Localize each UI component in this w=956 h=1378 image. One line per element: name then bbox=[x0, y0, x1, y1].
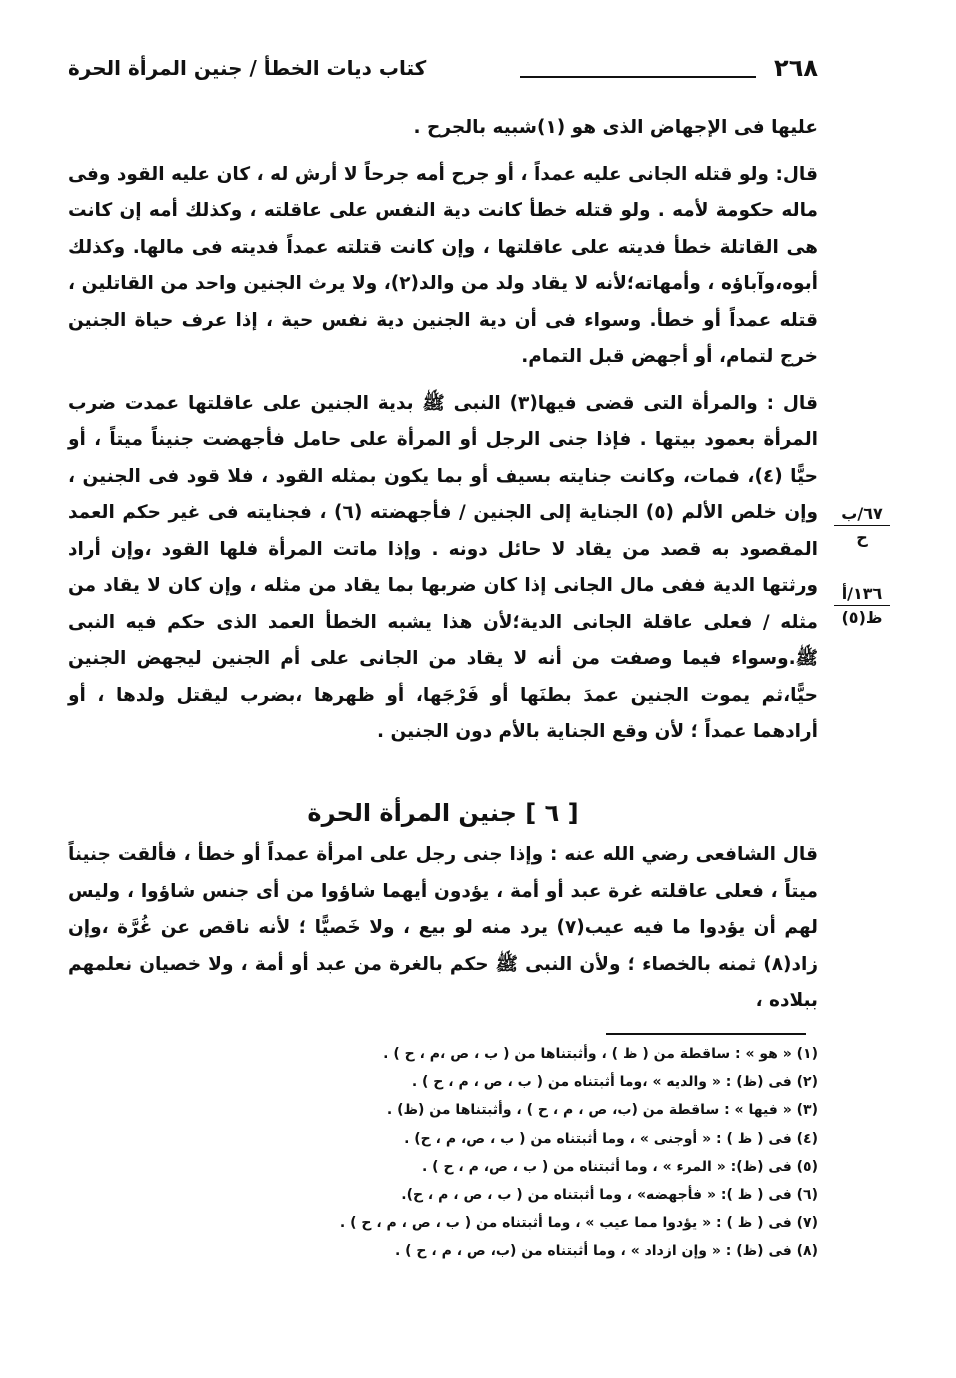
paragraph-text: : وإذا جنى رجل على امرأة عمداً أو خطأ ، فألقت جنيناً ميتاً ، فعلى عاقلته غرة عبد أو أمة ، يؤدون أيهما شاؤوا من أى جنس شاؤوا ، وليس لهم أن يؤدوا ما فيه عيب(٧) يرد منه لو بيع ، ولا خَصيًّا ؛ لأنه ناقص عن غُرَّة ،وإن زاد(٨) ثمنه بالخصاء ؛ ولأن النبى ﷺ حكم بالغرة من عبد أو أمة ، ولا خصيان نعلمهم ببلاده ، bbox=[68, 844, 818, 1011]
footnote-3: (٣) « فيها » : ساقطة من (ب، ص ، م ، ح ) ، وأثبتناها من (ظ) . bbox=[386, 1102, 818, 1119]
header-rule bbox=[520, 76, 756, 78]
paragraph-lead: قال : bbox=[766, 392, 818, 414]
footnote-7: (٧) فى ( ظ ) : « يؤدوا مما عيب » ، وما أثبتناه من ( ب ، ص ، م ، ح ) . bbox=[339, 1215, 818, 1232]
section-paragraph bbox=[68, 837, 818, 1020]
main-text bbox=[68, 110, 818, 1030]
paragraph-text: عليها فى الإجهاض الذى هو (١)شبيه بالجرح . bbox=[413, 117, 818, 138]
margin-manuscript: ح bbox=[856, 528, 868, 547]
margin-folio: ٦٧/ب bbox=[834, 504, 890, 526]
paragraph-text: ولو قتله الجانى عليه عمداً ، أو جرح أمه جرحاً لا أرش له ، كان عليه القود وفى ماله حكومة لأمه . ولو قتله خطأ كانت دية النفس على عاقلته ، وكذلك أمه إن كانت هى القاتلة خطأ فديته على عاقلتها ، وإن كانت قتلته عمداً فديته فى مالها. وكذلك أبوه،وآباؤه ، وأمهاته؛لأنه لا يقاد ولد من والد(٢)، ولا يرث الجنين واحد من القاتلين ، قتله عمداً أو خطأ. وسواء فى أن دية الجنين دية نفس حية ، إذا عرف حياة الجنين خرج لتمام، أو أجهض قبل التمام. bbox=[68, 163, 818, 367]
footnote-2: (٢) فى (ظ) : « والديه » ،وما أثبتناه من ( ب ، ص ، م ، ح ) . bbox=[411, 1074, 818, 1091]
footnote-8: (٨) فى (ظ) : « وإن ازداد » ، وما أثبتناه من (ب، ص ، م ، ح ) . bbox=[394, 1243, 818, 1260]
margin-folio: ١٣٦/أ bbox=[834, 584, 890, 606]
running-header bbox=[68, 52, 818, 88]
section-heading: [ ٦ ] جنين المرأة الحرة bbox=[307, 798, 579, 827]
footnote-5: (٥) فى (ظ): « المرء » ، وما أثبتناه من ( ب ، ص، م ، ح ) . bbox=[421, 1158, 818, 1175]
paragraph-1 bbox=[68, 110, 818, 147]
paragraph-lead: قال: bbox=[775, 163, 818, 185]
page-number: ٢٦٨ bbox=[774, 54, 818, 82]
margin-note-folio-1 bbox=[834, 504, 890, 547]
paragraph-text: والمرأة التى قضى فيها(٣) النبى ﷺ بدية الجنين على عاقلتها عمدت ضرب المرأة بعمود بيتها . فإذا جنى الرجل أو المرأة على حامل فأجهضت جنيناً ميتاً ، أو حيًّا (٤)، فمات، وكانت جنايته بسيف أو بما يكون بمثله القود ، فلا قود فى الجنين ، وإن خلص الألم (٥) الجناية إلى الجنين / فأجهضته (٦) ، فجنايته فى غير حكم العمد المقصود به قصد من يقاد لا حائل دونه . وإذا ماتت المرأة فلها القود ،وإن أراد ورثتها الدية ففى مال الجانى إذا كان ضربها بما يقاد من مثله ، وإن كان لا يقاد من مثله / فعلى عاقلة الجانى الدية؛لأن هذا يشبه الخطأ العمد الذى حكم فيه النبى ﷺ.وسواء فيما وصفت من أنه لا يقاد من الجانى على أم الجنين ليجهض الجنين حيًّا،ثم يموت الجنين عمدَ بطنَها أو فَرْجَها، أو ظهرها ،بضرب ليقتل ولدها ، أو أرادهما عمداً ؛ لأن وقع الجناية بالأم دون الجنين . bbox=[68, 392, 818, 742]
footnote-4: (٤) فى ( ظ ) : « أوجنى » ، وما أثبتناه من ( ب ، ص، م ، ح) . bbox=[404, 1130, 818, 1147]
margin-note-folio-2 bbox=[834, 584, 890, 627]
paragraph-lead: قال الشافعى رضي الله عنه bbox=[564, 844, 818, 865]
running-title: كتاب ديات الخطأ / جنين المرأة الحرة bbox=[68, 56, 427, 80]
margin-manuscript: ظ(٥) bbox=[841, 608, 883, 627]
paragraph-2 bbox=[68, 157, 818, 376]
footnote-rule bbox=[606, 1033, 806, 1035]
footnotes bbox=[250, 1040, 818, 1266]
paragraph-3 bbox=[68, 386, 818, 751]
footnote-1: (١) « هو » : ساقطة من ( ظ ) ، وأثبتناها من ( ب ، ص ،م ، ح ) . bbox=[383, 1046, 818, 1062]
footnote-6: (٦) فى ( ظ ): « فأجهضه» ، وما أثبتناه من ( ب ، ص ، م ، ح). bbox=[401, 1187, 818, 1204]
